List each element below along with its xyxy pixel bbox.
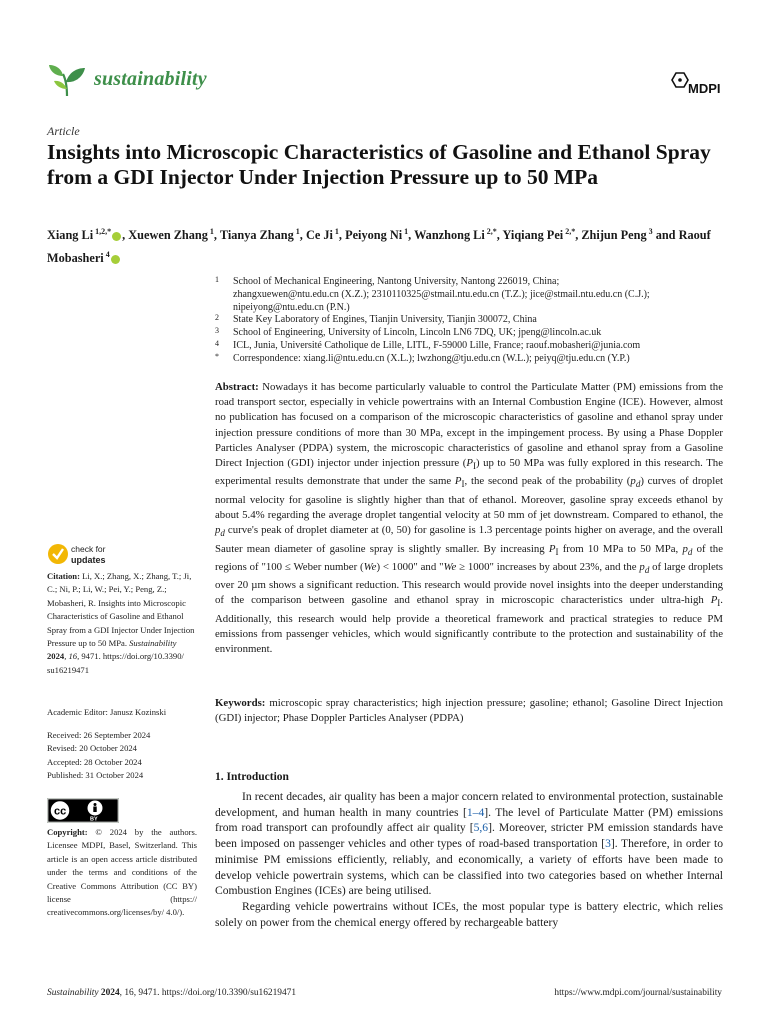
abstract-label: Abstract: — [215, 381, 259, 393]
footer-journal-url[interactable]: https://www.mdpi.com/journal/sustainability — [554, 988, 722, 998]
mdpi-logo-text: MDPI — [688, 81, 721, 96]
affiliation-mark: 4 — [215, 338, 219, 348]
author-affiliation-mark: 1 — [293, 227, 300, 236]
citation-link[interactable]: 1–4 — [466, 805, 485, 819]
affiliation-item — [215, 327, 725, 340]
date-received: Received: 26 September 2024 — [47, 730, 151, 740]
author-name: Yiqiang Pei — [502, 228, 564, 243]
author-name: Tianya Zhang — [219, 228, 294, 243]
affiliation-line: State Key Laboratory of Engines, Tianjin University, Tianjin 300072, China — [233, 314, 537, 326]
section-heading: 1. Introduction — [215, 771, 289, 783]
affiliation-item — [215, 340, 725, 353]
author-name: Wanzhong Li — [414, 228, 485, 243]
author-name: Peiyong Ni — [345, 228, 403, 243]
keywords: Keywords: microscopic spray characteristics; high injection pressure; gasoline; ethanol; Gasoline Direct Injection (GDI) injector; Phase Doppler Particles Analyser (PDPA) — [215, 697, 723, 725]
author-affiliation-mark: 1,2,* — [93, 227, 112, 236]
author-affiliation-mark: 3 — [646, 227, 653, 236]
orcid-icon[interactable] — [111, 255, 120, 264]
affiliation-line: School of Mechanical Engineering, Nantong University, Nantong 226019, China; — [233, 276, 560, 287]
check-updates-line1: check for — [71, 544, 106, 554]
citation-link[interactable]: 3 — [605, 837, 611, 851]
affiliation-line: ICL, Junia, Université Catholique de Lille, LITL, F-59000 Lille, France; raouf.mobasheri@junia.com — [233, 339, 641, 351]
author-name: Zhijun Peng — [581, 228, 647, 243]
affiliation-mark: 2 — [215, 313, 219, 323]
citation: Citation: Li, X.; Zhang, X.; Zhang, T.; Ji, C.; Ni, P.; Li, W.; Pei, Y.; Peng, Z.; Mobasheri, R. Insights into Microscopic Characteristics of Gasoline and Ethanol Spray from a GDI Injector Under Injection Pressure up to 50 MPa. Sustainability 2024, 16, 9471. https://doi.org/10.3390/ su16219471 — [47, 571, 195, 675]
author-affiliation-mark: 1 — [402, 227, 409, 236]
affiliation-line: nipeiyong@ntu.edu.cn (P.N.) — [233, 301, 350, 313]
article-title: Insights into Microscopic Characteristics of Gasoline and Ethanol Spray from a GDI Injector Under Injection Pressure up to 50 MPa — [47, 140, 711, 189]
author-name: Xuewen Zhang — [128, 228, 208, 243]
intro-paragraph: Regarding vehicle powertrains without ICEs, the most popular type is battery electric, which relies solely on power from the chemical energy offered by rechargeable battery — [215, 899, 723, 929]
footer-citation: Sustainability 2024, 16, 9471. https://doi.org/10.3390/su16219471 — [47, 988, 297, 998]
cc-by-text: BY — [90, 816, 98, 823]
intro-paragraph: In recent decades, air quality has been a major concern related to environmental protection, sustainable development, and human health in many countries [1–4]. The level of Particulate Matter (PM) emissions from road transport can profoundly affect air quality [5,6]. Moreover, stricter PM emission standards have been imposed on passenger vehicles and other types of road-based transportation [3]. Therefore, in order to minimise PM emissions efficiently, reliably, and economically, a variety of efforts have been made to develop vehicle powertrain systems, which can be classified into two categories based on whether Internal Combustion Engines (ICEs) are being utilised. — [215, 790, 723, 898]
author-affiliation-mark: 4 — [103, 250, 110, 260]
leaf-sprout-icon — [47, 62, 87, 98]
affiliation-mark: * — [215, 351, 219, 361]
citation-link[interactable]: 5,6 — [473, 821, 489, 835]
author-affiliation-mark: 2,* — [484, 227, 497, 236]
author-name: Raouf Mobasheri — [47, 228, 711, 266]
article-type: Article — [47, 124, 80, 138]
date-published: Published: 31 October 2024 — [47, 770, 144, 781]
author-affiliation-mark: 2,* — [563, 227, 576, 236]
journal-name: sustainability — [94, 68, 207, 90]
affiliation-item — [215, 353, 725, 366]
author-name: Ce Ji — [305, 228, 333, 243]
introduction-body — [215, 789, 723, 930]
copyright-notice: Copyright: © 2024 by the authors. Licensee MDPI, Basel, Switzerland. This article is an open access article distributed under the terms and conditions of the Creative Commons Attribution (CC BY) license (https:// creativecommons.org/licenses/by/ 4.0/). — [47, 827, 197, 918]
affiliation-mark: 1 — [215, 275, 219, 284]
check-for-updates-button[interactable] — [47, 542, 127, 566]
author-name: Xiang Li — [47, 228, 94, 243]
author-list: Xiang Li $^{1,2,*}$ , Xuewen Zhang $^1$, Tianya Zhang $^1$, Ce Ji $^1$, Peiyong Ni $^1$, Wanzhong Li $^{2,*}$, Yiqiang Pei $^{2,*}$, Zhijun Peng $^3$ and Raouf Mobasheri $^4$ — [47, 227, 711, 266]
author-affiliation-mark: 1 — [332, 227, 339, 236]
academic-editor: Academic Editor: Janusz Kozinski — [47, 707, 167, 717]
affiliations — [215, 276, 725, 366]
affiliation-line: zhangxuewen@ntu.edu.cn (X.Z.); 2310110325@stmail.ntu.edu.cn (T.Z.); jice@stmail.ntu.edu.cn (C.J.); — [233, 288, 650, 300]
mdpi-logo — [666, 71, 722, 97]
affiliation-mark: 3 — [215, 326, 219, 336]
date-revised: Revised: 20 October 2024 — [47, 743, 137, 754]
affiliation-item — [215, 314, 725, 327]
author-affiliation-mark: 1 — [207, 227, 214, 236]
publication-dates — [47, 729, 197, 783]
check-updates-line2: updates — [71, 555, 106, 565]
orcid-icon[interactable] — [112, 232, 121, 241]
affiliation-line: Correspondence: xiang.li@ntu.edu.cn (X.L.); lwzhong@tju.edu.cn (W.L.); peiyq@tju.edu.cn (Y.P.) — [233, 352, 630, 364]
affiliation-line: School of Engineering, University of Lincoln, Lincoln LN6 7DQ, UK; jpeng@lincoln.ac.uk — [233, 327, 602, 339]
abstract: Abstract: Nowadays it has become particularly valuable to control the Particulate Matter (PM) emissions from the road transport sector, especially in vehicle powertrains with an Internal Combustion Engine (ICE). However, almost no publication has focused on a comparison of the microscopic characteristics of gasoline and ethanol spray under injection pressure conditions of more than 30 MPa, except in the impingement process. By using a Phase Doppler Particles Analyser (PDPA) system, the microscopic characteristics of gasoline and ethanol spray from a Gasoline Direct Injection (GDI) injector under injection pressure $(P_I)$ up to 50 MPa was fully explored in this research. The experimental results demonstrate that under the same $P_I$, the second peak of the probability $(p_d)$ curves of droplet normal velocity for gasoline is slightly higher than that of ethanol. Moreover, gasoline spray exceeds ethanol by about 5.4% regarding the average droplet tangential velocity at 50 mm of jet downstream. Compared to ethanol, the $p_d$ curve's peak of droplet diameter at (0, 50) for gasoline is 1.3 percentage points higher on average, and the overall Sauter mean diameter of gasoline spray is slightly smaller. By increasing $P_I$ from 10 MPa to 50 MPa, $p_d$ of the regions of "100 ≤ Weber number (We) < 1000" and "We ≥ 1000" increases by about 23%, and the $p_d$ of large droplets over 20 µm shows a significant reduction. This research would provide novel insights into the deeper understanding of the comparison between gasoline and ethanol spray in microscopic characteristics under ultra-high $P_I$. Additionally, this research would help provide a theoretical framework and practical strategies to reduce PM emissions from passenger vehicles, which would significantly contribute to the protection and sustainability of the environment. — [215, 381, 724, 656]
keywords-label: Keywords: — [215, 697, 266, 709]
cc-logo-text: cc — [54, 805, 67, 818]
affiliation-item — [215, 276, 725, 314]
date-accepted: Accepted: 28 October 2024 — [47, 756, 142, 767]
cc-by-license-icon[interactable] — [47, 798, 119, 823]
